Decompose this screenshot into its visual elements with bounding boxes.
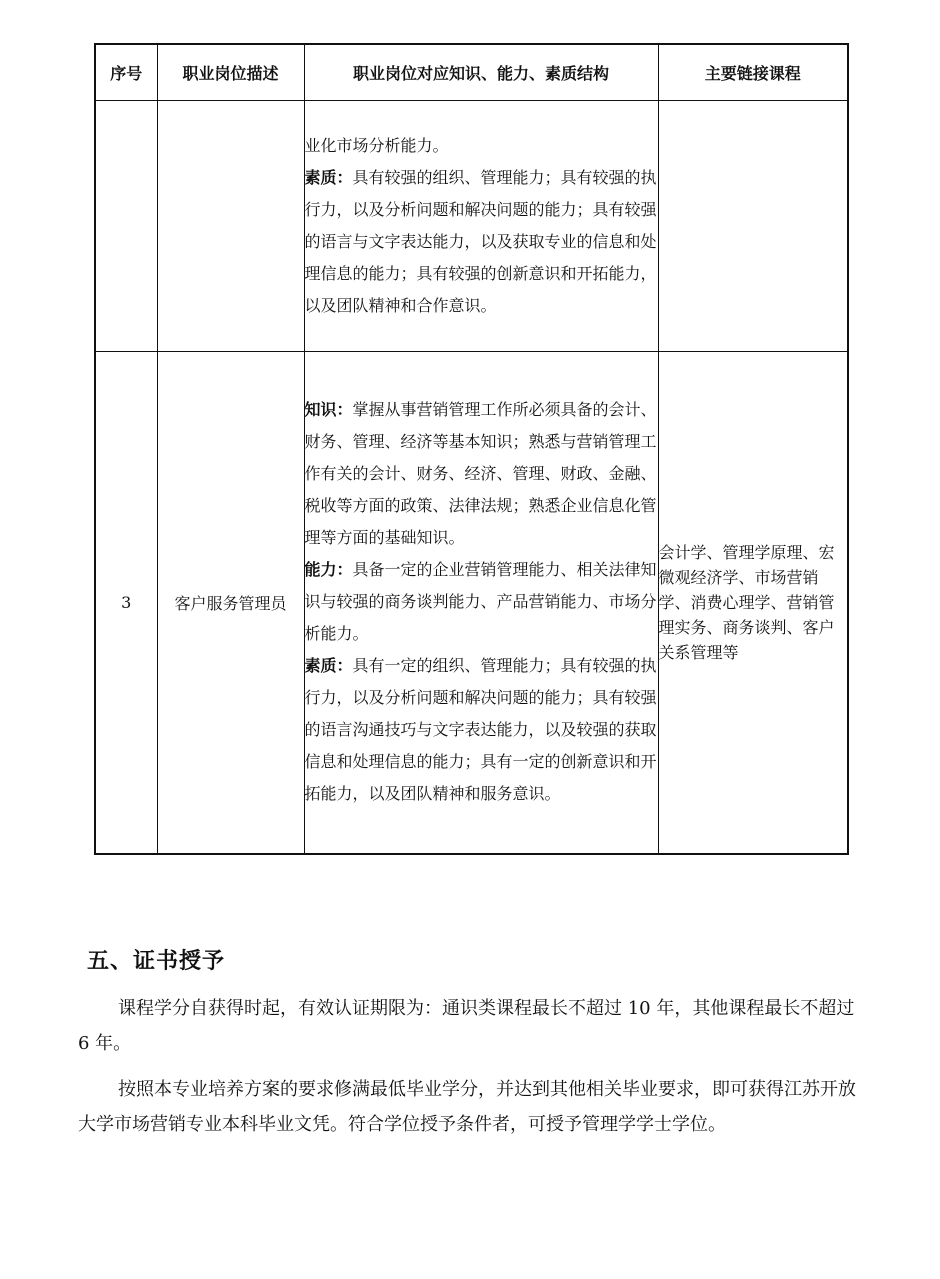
knowledge-paragraph [305, 394, 658, 554]
header-role: 职业岗位描述 [157, 44, 304, 101]
section-title: 五、证书授予 [87, 949, 226, 974]
cell-courses-empty [658, 101, 848, 352]
cell-structure [304, 352, 658, 854]
ability-text: 具备一定的企业营销管理能力、相关法律知识与较强的商务谈判能力、产品营销能力、市场分析能力。 [304, 560, 657, 644]
quality-text: 具有较强的组织、管理能力；具有较强的执行力，以及分析问题和解决问题的能力；具有较强的语言与文字表达能力，以及获取专业的信息和处理信息的能力；具有较强的创新意识和开拓能力，以及团队精神和合作意识。 [304, 168, 657, 315]
table-row-3 [95, 352, 848, 854]
paragraph-credit-validity: 课程学分自获得时起，有效认证期限为：通识类课程最长不超过 10 年，其他课程最长不超过 6 年。 [78, 998, 855, 1054]
quality-paragraph [305, 162, 658, 322]
cell-number: 3 [95, 352, 157, 854]
cell-role: 客户服务管理员 [157, 352, 304, 854]
table-header-row [95, 44, 848, 101]
ability-tail-text: 业化市场分析能力。 [304, 136, 449, 155]
quality-label: 素质： [304, 168, 353, 187]
header-number: 序号 [95, 44, 157, 101]
header-structure: 职业岗位对应知识、能力、素质结构 [304, 44, 658, 101]
career-table [94, 43, 849, 855]
cell-role-empty [157, 101, 304, 352]
header-courses: 主要链接课程 [658, 44, 848, 101]
knowledge-text: 掌握从事营销管理工作所必须具备的会计、财务、管理、经济等基本知识；熟悉与营销管理工作有关的会计、财务、经济、管理、财政、金融、税收等方面的政策、法律法规；熟悉企业信息化管理等方面的基础知识。 [304, 400, 657, 548]
ability-paragraph [305, 554, 658, 650]
cell-structure-continued [304, 101, 658, 352]
table-row-continued [95, 101, 848, 352]
knowledge-label: 知识： [304, 400, 353, 420]
quality-label-row3: 素质： [304, 656, 353, 676]
cell-courses: 会计学、管理学原理、宏微观经济学、市场营销学、消费心理学、营销管理实务、商务谈判、客户关系管理等 [658, 352, 848, 854]
paragraph-graduation: 按照本专业培养方案的要求修满最低毕业学分，并达到其他相关毕业要求，即可获得江苏开放大学市场营销专业本科毕业文凭。符合学位授予条件者，可授予管理学学士学位。 [78, 1079, 856, 1135]
quality-text-row3: 具有一定的组织、管理能力；具有较强的执行力，以及分析问题和解决问题的能力；具有较强的语言沟通技巧与文字表达能力，以及较强的获取信息和处理信息的能力；具有一定的创新意识和开拓能力，以及团队精神和服务意识。 [304, 656, 657, 804]
cell-number-empty [95, 101, 157, 352]
ability-label: 能力： [304, 560, 353, 580]
quality-paragraph-row3 [305, 650, 658, 810]
